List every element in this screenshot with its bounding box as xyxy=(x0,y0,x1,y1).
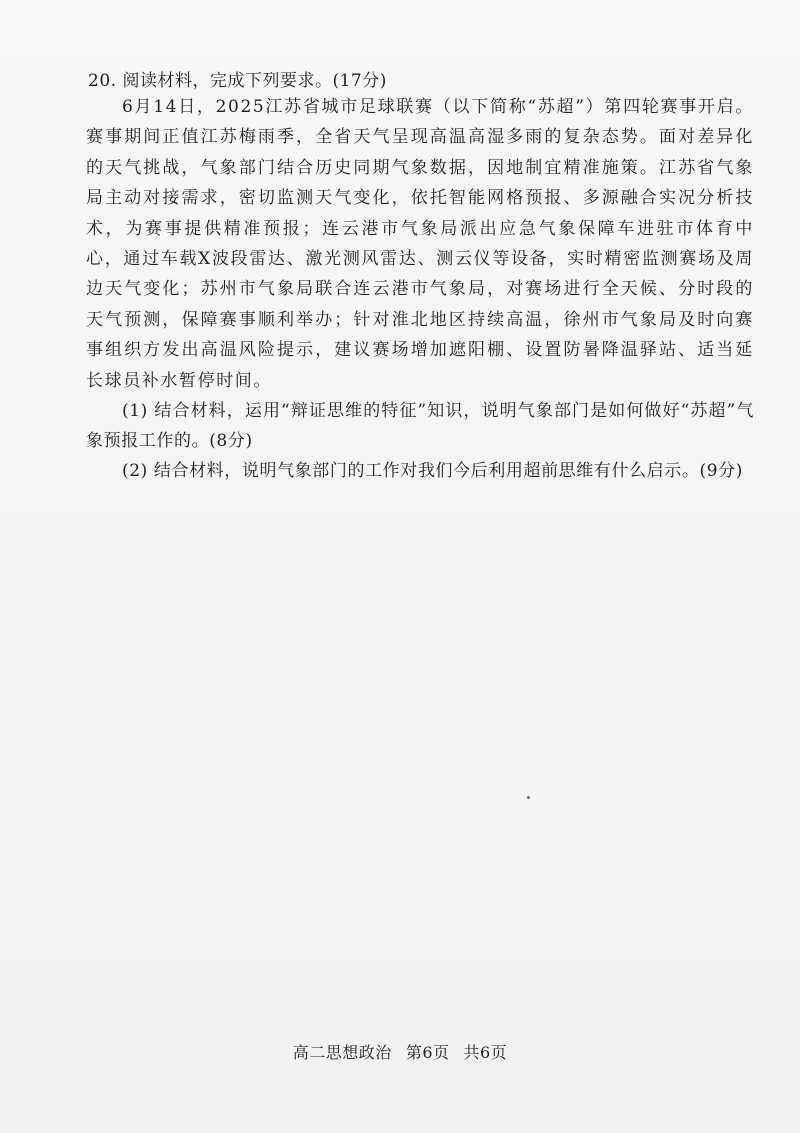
footer-page-number: 第6页 xyxy=(405,1043,450,1062)
scan-speck xyxy=(527,796,530,799)
sub-question-2: (2) 结合材料，说明气象部门的工作对我们今后利用超前思维有什么启示。(9分) xyxy=(122,461,743,481)
material-paragraph: 6月14日，2025江苏省城市足球联赛（以下简称“苏超”）第四轮赛事开启。赛事期间正值江苏梅雨季，全省天气呈现高温高湿多雨的复杂态势。面对差异化的天气挑战，气象部门结合历史同期气象数据，因地制宜精准施策。江苏省气象局主动对接需求，密切监测天气变化，依托智能网格预报、多源融合实况分析技术，为赛事提供精准预报；连云港市气象局派出应急气象保障车进驻市体育中心，通过车载X波段雷达、激光测风雷达、测云仪等设备，实时精密监测赛场及周边天气变化；苏州市气象局联合连云港市气象局，对赛场进行全天候、分时段的天气预测，保障赛事顺利举办；针对淮北地区持续高温，徐州市气象局及时向赛事组织方发出高温风险提示，建议赛场增加遮阳棚、设置防暑降温驿站、适当延长球员补水暂停时间。 xyxy=(86,97,754,391)
sub-question-1: (1) 结合材料，运用“辩证思维的特征”知识，说明气象部门是如何做好“苏超”气象预报工作的。(8分) xyxy=(86,401,754,452)
page-footer xyxy=(0,1040,800,1063)
footer-total-pages: 共6页 xyxy=(463,1043,508,1062)
footer-subject: 高二思想政治 xyxy=(292,1043,392,1062)
question-heading: 20. 阅读材料，完成下列要求。(17分) xyxy=(88,71,387,91)
